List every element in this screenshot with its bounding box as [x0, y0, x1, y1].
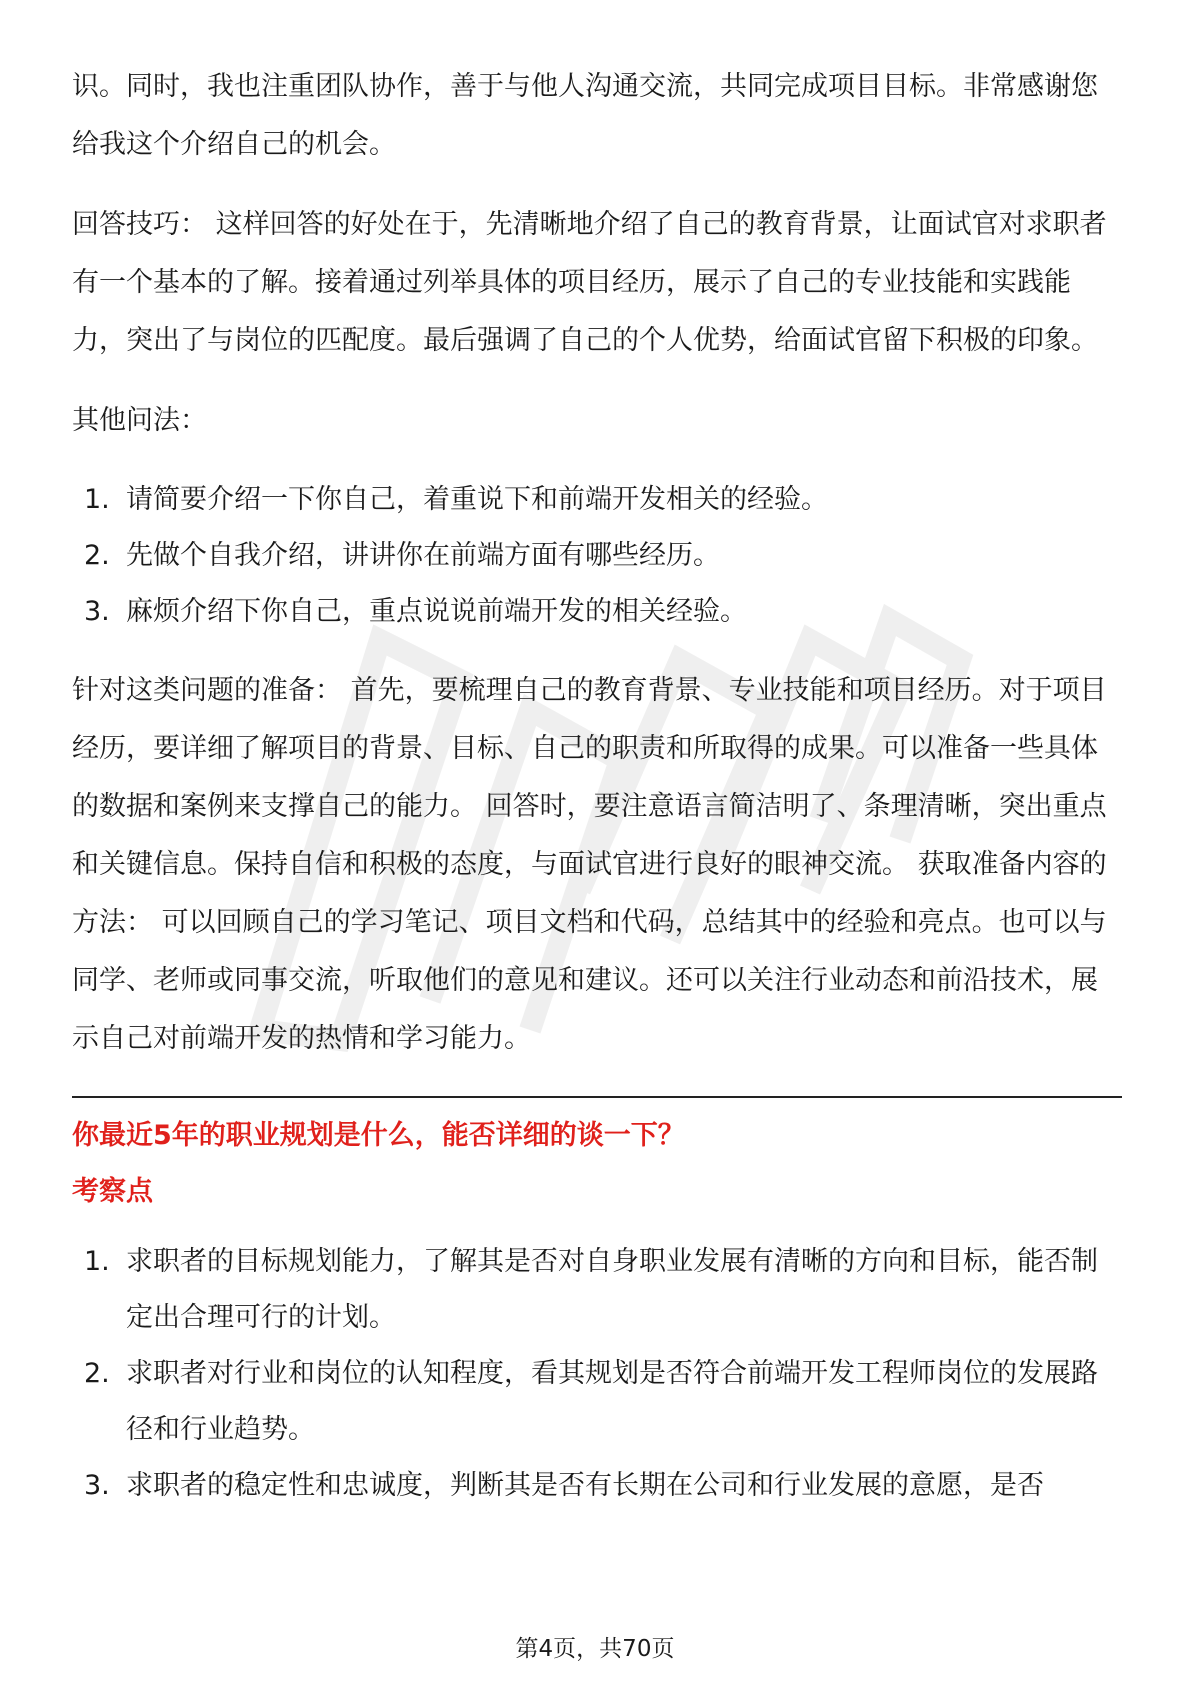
- list-number: 1.: [84, 484, 110, 515]
- list-item: [72, 472, 1122, 528]
- list-item: [72, 1346, 1122, 1458]
- list-item-text: 请简要介绍一下你自己，着重说下和前端开发相关的经验。: [126, 484, 828, 515]
- paragraph-preparation: 针对这类问题的准备： 首先，要梳理自己的教育背景、专业技能和项目经历。对于项目经历，要详细了解项目的背景、目标、自己的职责和所取得的成果。可以准备一些具体的数据和案例来支撑自己的能力。 回答时，要注意语言简洁明了、条理清晰，突出重点和关键信息。保持自信和积极的态度，与面试官进行良好的眼神交流。 获取准备内容的方法： 可以回顾自己的学习笔记、项目文档和代码，总结其中的经验和亮点。也可以与同学、老师或同事交流，听取他们的意见和建议。还可以关注行业动态和前沿技术，展示自己对前端开发的热情和学习能力。: [72, 675, 1107, 1054]
- list-number: 3.: [84, 1470, 110, 1501]
- section-subtitle: 考察点: [72, 1176, 153, 1207]
- question-title: 你最近5年的职业规划是什么，能否详细的谈一下？: [72, 1120, 685, 1151]
- paragraph-answer-tips: 回答技巧： 这样回答的好处在于，先清晰地介绍了自己的教育背景，让面试官对求职者有一个基本的了解。接着通过列举具体的项目经历，展示了自己的专业技能和实践能力，突出了与岗位的匹配度。最后强调了自己的个人优势，给面试官留下积极的印象。: [72, 209, 1107, 356]
- list-number: 2.: [84, 540, 110, 571]
- list-number: 1.: [84, 1246, 110, 1277]
- other-questions-list: [72, 472, 1122, 640]
- paragraph-intro-end: 识。同时，我也注重团队协作，善于与他人沟通交流，共同完成项目目标。非常感谢您给我这个介绍自己的机会。: [72, 71, 1098, 160]
- list-item: [72, 584, 1122, 640]
- list-item: [72, 1458, 1122, 1514]
- list-item-text: 求职者的目标规划能力，了解其是否对自身职业发展有清晰的方向和目标，能否制定出合理可行的计划。: [126, 1246, 1098, 1333]
- list-item-text: 求职者对行业和岗位的认知程度，看其规划是否符合前端开发工程师岗位的发展路径和行业趋势。: [126, 1358, 1098, 1445]
- page-content: [72, 58, 1122, 1514]
- list-item-text: 求职者的稳定性和忠诚度，判断其是否有长期在公司和行业发展的意愿，是否: [126, 1470, 1044, 1501]
- list-number: 2.: [84, 1358, 110, 1389]
- page-footer: 第4页，共70页: [515, 1636, 675, 1662]
- section-divider: [72, 1096, 1122, 1098]
- assessment-points-list: [72, 1234, 1122, 1514]
- list-item: [72, 1234, 1122, 1346]
- list-item-text: 先做个自我介绍，讲讲你在前端方面有哪些经历。: [126, 540, 720, 571]
- paragraph-other-questions-label: 其他问法：: [72, 405, 207, 436]
- list-item-text: 麻烦介绍下你自己，重点说说前端开发的相关经验。: [126, 596, 747, 627]
- list-item: [72, 528, 1122, 584]
- list-number: 3.: [84, 596, 110, 627]
